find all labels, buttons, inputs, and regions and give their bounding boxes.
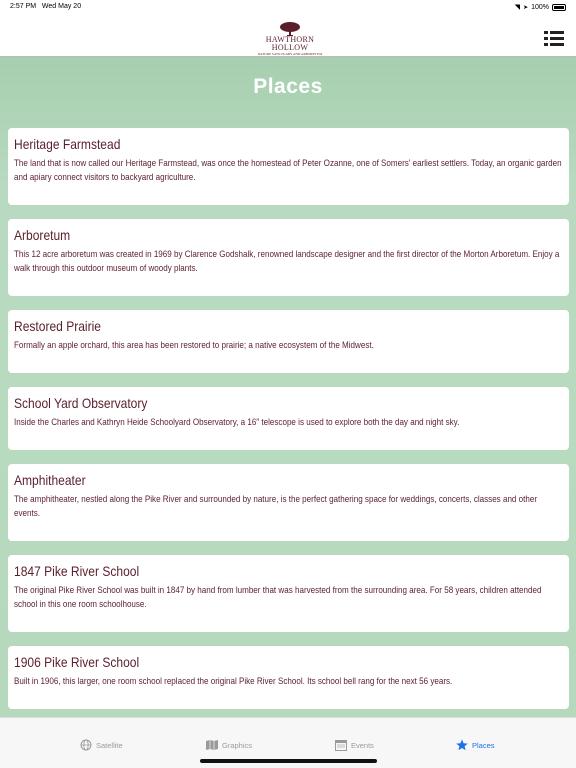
battery-icon — [552, 4, 566, 11]
place-description: The original Pike River School was built in 1847 by hand from lumber that was harvested from the surrounding area. For 58 years, children attended school in this one room schoolhouse. — [14, 584, 542, 609]
tab-label: Events — [351, 740, 374, 750]
tab-satellite[interactable] — [80, 738, 123, 752]
battery-percent: 100% — [531, 3, 549, 11]
tree-icon — [278, 22, 302, 36]
tab-places[interactable] — [456, 738, 495, 752]
place-description: The amphitheater, nestled along the Pike River and surrounded by nature, is the perfect gathering space for weddings, concerts, classes and other events. — [14, 493, 538, 518]
logo-name: HAWTHORN HOLLOW — [265, 35, 315, 52]
places-content[interactable] — [0, 57, 576, 717]
status-date-text: Wed May 20 — [41, 3, 82, 10]
place-title: Amphitheater — [14, 472, 86, 488]
page-title: Places — [253, 75, 323, 98]
menu-button[interactable] — [544, 30, 564, 48]
status-bar — [0, 0, 576, 14]
place-title: 1906 Pike River School — [14, 654, 140, 670]
tab-events[interactable] — [335, 738, 374, 752]
place-title: Arboretum — [14, 227, 71, 243]
place-description: Formally an apple orchard, this area has been restored to prairie; a native ecosystem of the Midwest. — [14, 339, 374, 350]
star-icon — [456, 739, 468, 751]
place-description: This 12 acre arboretum was created in 1969 by Clarence Godshalk, renowned landscape designer and the first director of the Morton Arboretum. Enjoy a walk through this outdoor museum of woody plants. — [14, 248, 560, 273]
status-time — [10, 3, 81, 10]
map-icon — [206, 739, 218, 751]
place-description: Inside the Charles and Kathryn Heide Schoolyard Observatory, a 16″ telescope is used to explore both the day and night sky. — [14, 416, 460, 427]
place-description: Built in 1906, this larger, one room school replaced the original Pike River School. Its school bell rang for the next 56 years. — [14, 675, 453, 686]
place-card-restored-prairie[interactable] — [8, 310, 569, 373]
place-card-heritage-farmstead[interactable] — [8, 128, 569, 205]
place-description: The land that is now called our Heritage Farmstead, was once the homestead of Peter Ozanne, one of Somers' earliest settlers. Today, an organic garden and apiary connect visitors to backyard agriculture. — [14, 157, 562, 182]
logo-subtitle: NATURE SANCTUARY AND ARBORETUM — [257, 52, 323, 56]
status-indicators — [515, 3, 566, 11]
status-time-text: 2:57 PM — [10, 3, 37, 10]
place-card-school-yard-observatory[interactable] — [8, 387, 569, 450]
tab-label: Satellite — [96, 740, 123, 750]
place-title: 1847 Pike River School — [14, 563, 140, 579]
hawthorn-hollow-logo[interactable] — [248, 22, 332, 54]
wifi-icon: ◥ — [514, 4, 521, 11]
place-card-amphitheater[interactable] — [8, 464, 569, 541]
place-title: Heritage Farmstead — [14, 136, 121, 152]
tab-graphics[interactable] — [206, 738, 252, 752]
place-title: Restored Prairie — [14, 318, 101, 334]
globe-icon — [80, 739, 92, 751]
location-icon: ➤ — [523, 4, 529, 11]
home-indicator[interactable] — [200, 759, 377, 763]
app-header — [0, 14, 576, 57]
place-card-arboretum[interactable] — [8, 219, 569, 296]
place-title: School Yard Observatory — [14, 395, 148, 411]
tab-label: Graphics — [222, 740, 253, 750]
place-card-1906-pike-river-school[interactable] — [8, 646, 569, 709]
place-card-1847-pike-river-school[interactable] — [8, 555, 569, 632]
tab-label: Places — [472, 740, 495, 750]
calendar-icon — [335, 739, 347, 751]
